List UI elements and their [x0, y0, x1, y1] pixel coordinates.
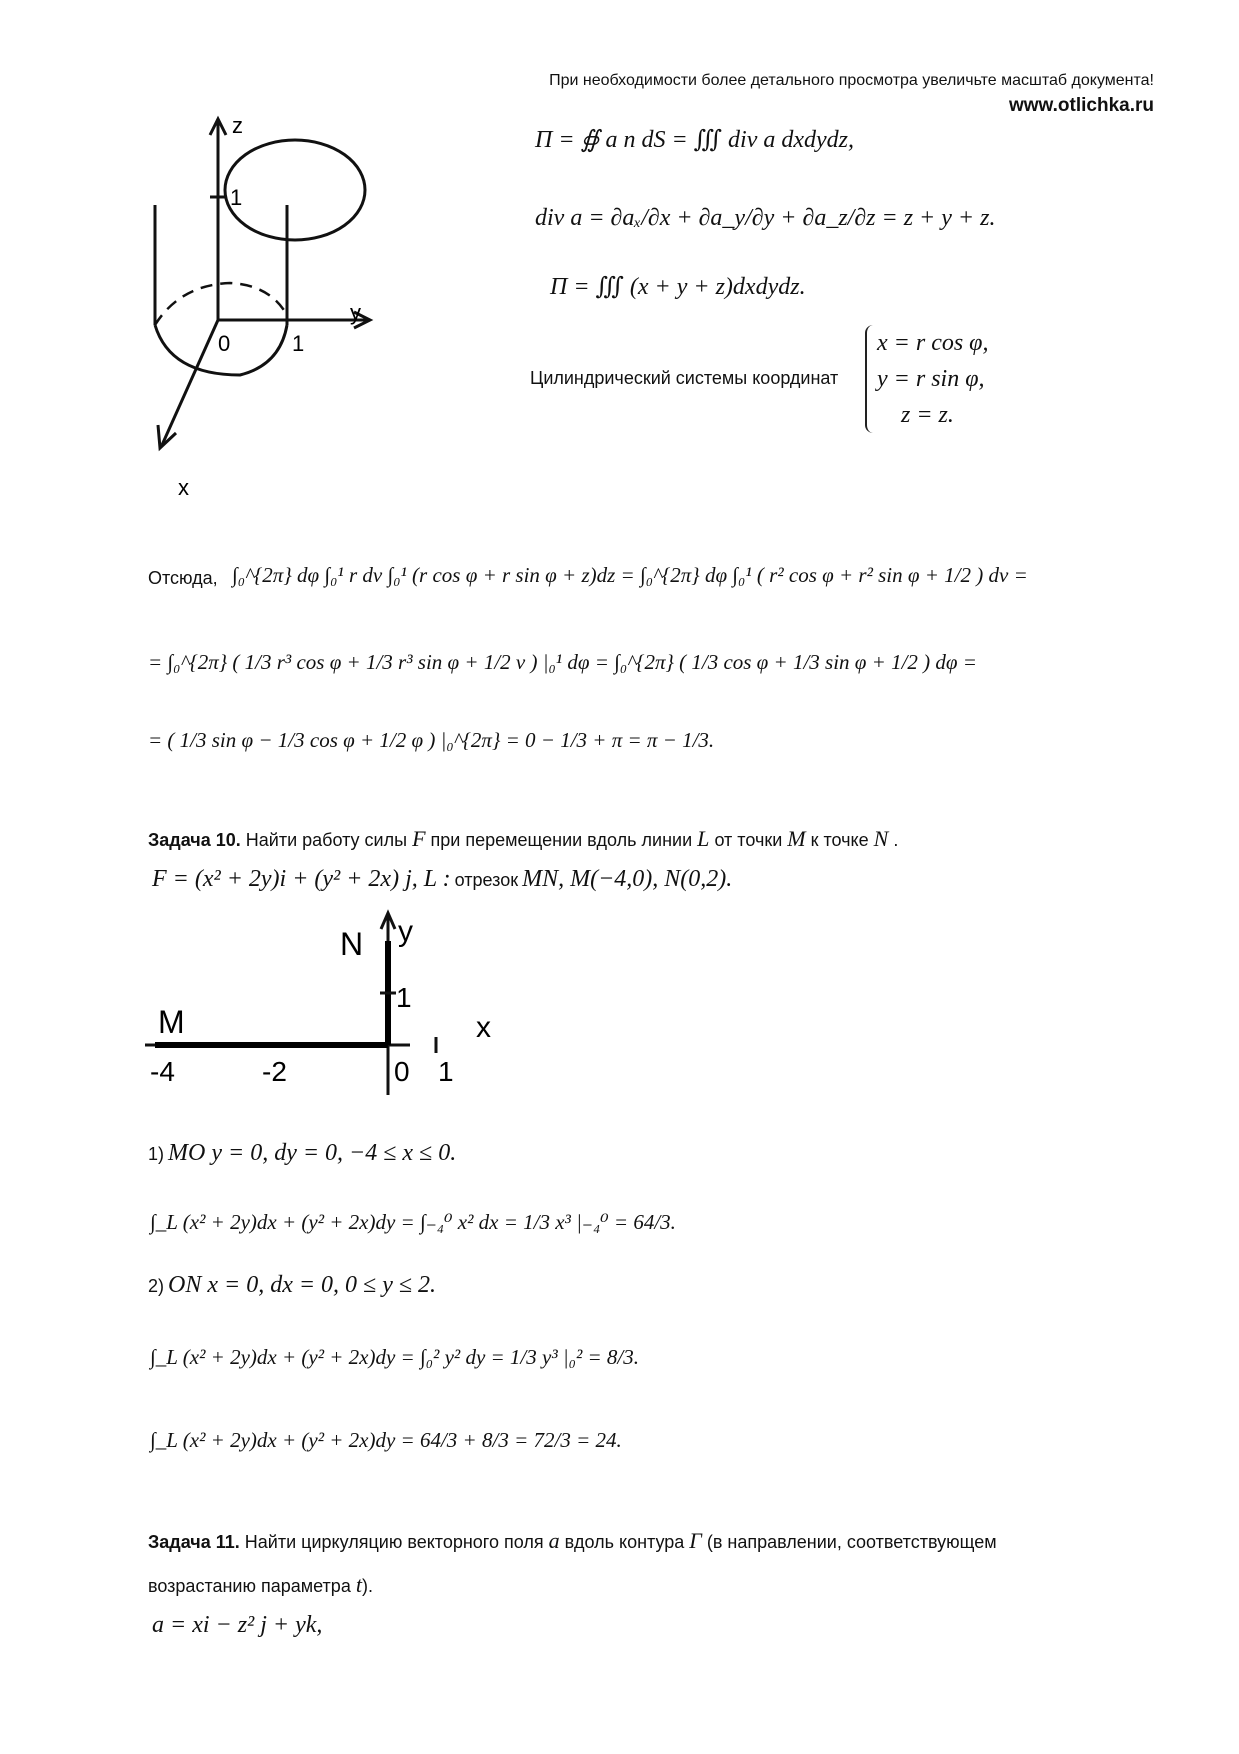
cylindrical-system — [865, 325, 1027, 433]
label-zero: 0 — [394, 1056, 410, 1087]
task10-text-e: . — [893, 830, 899, 850]
step-1 — [148, 1140, 456, 1167]
task10-statement — [148, 826, 898, 852]
x-axis-label: x — [178, 475, 189, 500]
task10-var-l: L — [697, 826, 710, 851]
task10-segment: MN, M(−4,0), N(0,2). — [522, 866, 733, 892]
cylindrical-label: Цилиндрический системы координат — [530, 368, 839, 388]
label-y: y — [398, 915, 413, 948]
task10-text-d: к точке — [810, 830, 869, 850]
task11-statement-line-1 — [148, 1528, 997, 1554]
origin-label: 0 — [218, 331, 231, 356]
integral-mo: ∫_L (x² + 2y)dx + (y² + 2x)dy = ∫₋₄⁰ x² dx = 1/3 x³ |₋₄⁰ = 64/3. — [150, 1210, 676, 1234]
flux-formula-1: П = ∯ a n dS = ∭ div a dxdydz, — [535, 127, 854, 153]
task11-var-a: a — [548, 1528, 560, 1553]
task10-text-a: Найти работу силы — [245, 830, 408, 850]
cylindrical-eq-z: z = z. — [901, 402, 954, 428]
flux-formula-2: div a = ∂aₓ/∂x + ∂a_y/∂y + ∂a_z/∂z = z + y + z. — [535, 205, 996, 231]
z-tick-label: 1 — [230, 185, 243, 210]
task11-var-t: t — [355, 1572, 362, 1597]
task11-text-b: вдоль контура — [564, 1532, 685, 1552]
task10-var-m: M — [787, 826, 806, 851]
cylindrical-eq-y: y = r sin φ, — [877, 366, 985, 392]
z-axis-label: z — [232, 115, 243, 138]
integral-on: ∫_L (x² + 2y)dx + (y² + 2x)dy = ∫₀² y² dy = 1/3 y³ |₀² = 8/3. — [150, 1345, 640, 1369]
integral-line-1: ∫₀^{2π} dφ ∫₀¹ r dv ∫₀¹ (r cos φ + r sin φ + z)dz = ∫₀^{2π} dφ ∫₀¹ ( r² cos φ + r² sin φ + 1/2 ) dv = — [232, 563, 1028, 587]
step-2-text: ON x = 0, dx = 0, 0 ≤ y ≤ 2. — [168, 1272, 437, 1298]
task11-formula: a = xi − z² j + yk, — [152, 1612, 323, 1638]
flux-formula-3: П = ∭ (x + y + z)dxdydz. — [550, 274, 806, 300]
task11-text-a: Найти циркуляцию векторного поля — [244, 1532, 544, 1552]
task10-formula-line — [152, 866, 732, 893]
step-1-text: MO y = 0, dy = 0, −4 ≤ x ≤ 0. — [168, 1140, 457, 1166]
cylindrical-eq-x: x = r cos φ, — [877, 330, 989, 356]
cylinder-figure — [140, 115, 430, 505]
task10-segment-label: отрезок — [454, 870, 519, 890]
task10-formula: F = (x² + 2y)i + (y² + 2x) j, L : — [152, 866, 451, 892]
label-m: M — [158, 1004, 185, 1040]
integral-prefix: Отсюда, — [148, 568, 218, 588]
task11-text-e: ). — [361, 1576, 373, 1596]
label-y-tick: 1 — [396, 982, 412, 1013]
step-2-number: 2) — [148, 1276, 165, 1296]
task10-var-n: N — [873, 826, 889, 851]
segment-figure — [140, 905, 520, 1095]
label-one: 1 — [438, 1056, 454, 1087]
y-axis-label: y — [350, 300, 361, 325]
label-minus-2: -2 — [262, 1056, 287, 1087]
task11-text-d: возрастанию параметра — [148, 1576, 351, 1596]
header-note: При необходимости более детального просмотра увеличьте масштаб документа! — [549, 72, 1154, 89]
integral-line-3: = ( 1/3 sin φ − 1/3 cos φ + 1/2 φ ) |₀^{2π} = 0 − 1/3 + π = π − 1/3. — [148, 728, 715, 752]
task11-statement-line-2 — [148, 1572, 373, 1598]
task10-text-c: от точки — [714, 830, 783, 850]
task10-text-b: при перемещении вдоль линии — [430, 830, 693, 850]
task11-title: Задача 11. — [148, 1532, 240, 1552]
task11-var-g: Г — [689, 1528, 702, 1553]
task11-text-c: (в направлении, соответствующем — [706, 1532, 997, 1552]
header-site: www.otlichka.ru — [1009, 95, 1154, 116]
label-x: x — [476, 1011, 491, 1044]
label-n: N — [340, 926, 364, 962]
task10-var-f: F — [412, 826, 426, 851]
x-axis — [162, 320, 218, 445]
step-2 — [148, 1272, 436, 1299]
task10-title: Задача 10. — [148, 830, 241, 850]
step-1-number: 1) — [148, 1144, 165, 1164]
integral-total: ∫_L (x² + 2y)dx + (y² + 2x)dy = 64/3 + 8/3 = 72/3 = 24. — [150, 1428, 622, 1452]
integral-line-2: = ∫₀^{2π} ( 1/3 r³ cos φ + 1/3 r³ sin φ + 1/2 v ) |₀¹ dφ = ∫₀^{2π} ( 1/3 cos φ + 1/3 sin φ + 1/2 ) dφ = — [148, 650, 977, 674]
y-tick-label: 1 — [292, 331, 305, 356]
cylinder-top — [225, 140, 365, 240]
label-minus-4: -4 — [150, 1056, 175, 1087]
